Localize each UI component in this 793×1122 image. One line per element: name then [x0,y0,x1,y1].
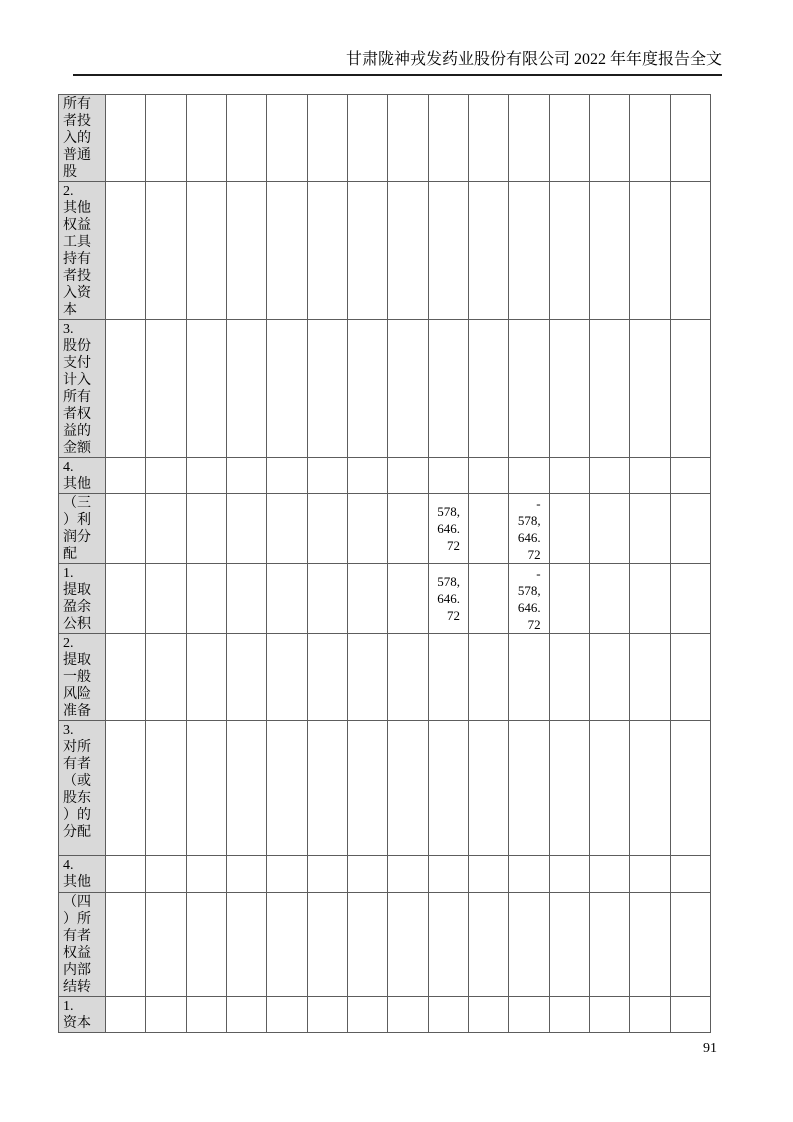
equity-change-table [58,94,711,1033]
empty-cell [226,95,266,182]
empty-cell [468,458,508,494]
empty-cell [226,856,266,893]
empty-cell [146,997,186,1033]
table-row [59,182,711,320]
empty-cell [589,564,629,634]
empty-cell [146,95,186,182]
empty-cell [468,721,508,856]
empty-cell [146,458,186,494]
value-cell: 578,​646.​72 [428,494,468,564]
empty-cell [428,721,468,856]
empty-cell [509,182,549,320]
empty-cell [267,182,307,320]
empty-cell [347,320,387,458]
empty-cell [670,182,710,320]
empty-cell [630,564,670,634]
empty-cell [186,721,226,856]
table-row [59,997,711,1033]
empty-cell [509,634,549,721]
empty-cell [670,856,710,893]
empty-cell [388,95,428,182]
empty-cell [509,95,549,182]
empty-cell [549,634,589,721]
empty-cell [146,634,186,721]
empty-cell [347,182,387,320]
empty-cell [388,320,428,458]
empty-cell [186,458,226,494]
empty-cell [347,95,387,182]
empty-cell [468,494,508,564]
empty-cell [226,721,266,856]
empty-cell [670,458,710,494]
empty-cell [267,997,307,1033]
empty-cell [347,494,387,564]
empty-cell [347,997,387,1033]
empty-cell [106,721,146,856]
table-row [59,95,711,182]
empty-cell [549,182,589,320]
empty-cell [267,494,307,564]
empty-cell [106,564,146,634]
empty-cell [428,95,468,182]
equity-table-body [59,95,711,1033]
empty-cell [468,997,508,1033]
empty-cell [630,893,670,997]
empty-cell [670,997,710,1033]
empty-cell [347,634,387,721]
empty-cell [186,997,226,1033]
empty-cell [267,721,307,856]
empty-cell [388,494,428,564]
empty-cell [589,997,629,1033]
empty-cell [106,494,146,564]
header-title: 甘肃陇神戎发药业股份有限公司 2022 年年度报告全文 [345,51,722,68]
empty-cell [186,320,226,458]
row-label: （三）利润分配 [59,494,106,564]
row-label: 1. 资本 [59,997,106,1033]
empty-cell [226,564,266,634]
row-label: 所有者投入的普通股 [59,95,106,182]
empty-cell [670,494,710,564]
empty-cell [670,721,710,856]
empty-cell [670,320,710,458]
empty-cell [307,997,347,1033]
empty-cell [307,721,347,856]
empty-cell [307,458,347,494]
empty-cell [428,634,468,721]
empty-cell [186,856,226,893]
empty-cell [589,458,629,494]
empty-cell [630,95,670,182]
empty-cell [589,182,629,320]
empty-cell [509,893,549,997]
empty-cell [509,320,549,458]
empty-cell [589,856,629,893]
empty-cell [307,182,347,320]
empty-cell [307,564,347,634]
empty-cell [388,182,428,320]
empty-cell [307,494,347,564]
empty-cell [186,564,226,634]
empty-cell [267,634,307,721]
row-label: 2. 提取一般风险准备 [59,634,106,721]
empty-cell [630,320,670,458]
empty-cell [509,856,549,893]
empty-cell [468,182,508,320]
empty-cell [388,634,428,721]
page-header [73,0,722,76]
empty-cell [146,182,186,320]
empty-cell [388,997,428,1033]
empty-cell [589,494,629,564]
empty-cell [267,458,307,494]
empty-cell [226,634,266,721]
empty-cell [267,95,307,182]
empty-cell [549,95,589,182]
empty-cell [186,182,226,320]
row-label: 4. 其他 [59,856,106,893]
empty-cell [226,320,266,458]
empty-cell [549,564,589,634]
empty-cell [226,494,266,564]
empty-cell [468,634,508,721]
empty-cell [630,721,670,856]
value-cell: -​578,​646.​72 [509,494,549,564]
empty-cell [106,634,146,721]
row-label: 1. 提取盈余公积 [59,564,106,634]
row-label: 4. 其他 [59,458,106,494]
empty-cell [307,856,347,893]
empty-cell [226,997,266,1033]
empty-cell [347,564,387,634]
empty-cell [226,182,266,320]
empty-cell [468,564,508,634]
empty-cell [106,320,146,458]
empty-cell [589,893,629,997]
empty-cell [307,320,347,458]
empty-cell [106,856,146,893]
empty-cell [468,95,508,182]
empty-cell [549,997,589,1033]
empty-cell [388,564,428,634]
empty-cell [630,182,670,320]
page-number: 91 [703,1041,717,1056]
empty-cell [630,856,670,893]
empty-cell [630,997,670,1033]
table-row [59,458,711,494]
empty-cell [226,893,266,997]
empty-cell [670,634,710,721]
table-row [59,494,711,564]
empty-cell [549,458,589,494]
empty-cell [388,856,428,893]
table-row [59,564,711,634]
empty-cell [347,893,387,997]
empty-cell [106,95,146,182]
empty-cell [106,182,146,320]
empty-cell [428,458,468,494]
empty-cell [106,997,146,1033]
row-label: 2. 其他权益工具持有者投入资本 [59,182,106,320]
empty-cell [670,893,710,997]
empty-cell [428,856,468,893]
empty-cell [589,320,629,458]
empty-cell [630,494,670,564]
empty-cell [630,634,670,721]
empty-cell [347,856,387,893]
empty-cell [549,494,589,564]
empty-cell [509,458,549,494]
empty-cell [388,721,428,856]
empty-cell [106,458,146,494]
empty-cell [347,458,387,494]
empty-cell [186,634,226,721]
table-row [59,721,711,856]
empty-cell [347,721,387,856]
row-label: 3. 股份支付计入所有者权益的金额 [59,320,106,458]
empty-cell [146,494,186,564]
empty-cell [428,182,468,320]
empty-cell [670,564,710,634]
table-row [59,856,711,893]
empty-cell [589,634,629,721]
empty-cell [509,721,549,856]
empty-cell [549,856,589,893]
empty-cell [267,320,307,458]
empty-cell [589,721,629,856]
empty-cell [428,320,468,458]
row-label: （四）所有者权益内部结转 [59,893,106,997]
empty-cell [267,893,307,997]
table-row [59,634,711,721]
empty-cell [388,458,428,494]
value-cell: -​578,​646.​72 [509,564,549,634]
empty-cell [428,997,468,1033]
empty-cell [146,564,186,634]
empty-cell [146,721,186,856]
empty-cell [146,856,186,893]
empty-cell [670,95,710,182]
empty-cell [388,893,428,997]
empty-cell [267,564,307,634]
empty-cell [549,721,589,856]
empty-cell [468,893,508,997]
empty-cell [146,893,186,997]
empty-cell [307,95,347,182]
empty-cell [630,458,670,494]
row-label: 3. 对所有者（或股东）的分配 [59,721,106,856]
empty-cell [267,856,307,893]
empty-cell [186,893,226,997]
empty-cell [226,458,266,494]
empty-cell [428,893,468,997]
empty-cell [186,494,226,564]
empty-cell [589,95,629,182]
empty-cell [307,893,347,997]
table-row [59,893,711,997]
value-cell: 578,​646.​72 [428,564,468,634]
empty-cell [509,997,549,1033]
empty-cell [468,856,508,893]
empty-cell [468,320,508,458]
empty-cell [106,893,146,997]
empty-cell [307,634,347,721]
empty-cell [549,893,589,997]
empty-cell [549,320,589,458]
empty-cell [146,320,186,458]
table-row [59,320,711,458]
empty-cell [186,95,226,182]
